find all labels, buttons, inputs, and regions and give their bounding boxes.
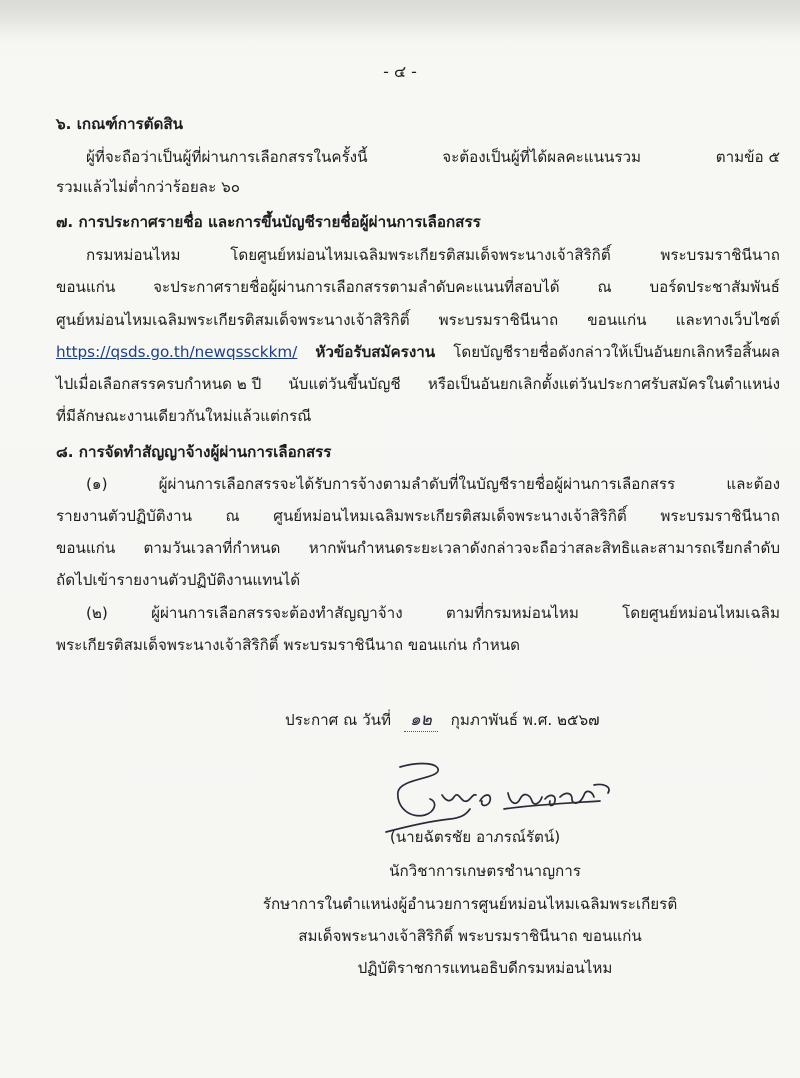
text-segment: ณ: [597, 278, 612, 296]
text-segment: ศูนย์หม่อนไหมเฉลิมพระเกียรติสมเด็จพระนางเจ้าสิริกิติ์: [273, 507, 627, 525]
text-segment: ขอนแก่น: [56, 278, 116, 296]
text-segment: ผู้ผ่านการเลือกสรรจะได้รับการจ้างตามลำดับที่ในบัญชีรายชื่อผู้ผ่านการเลือกสรร: [158, 475, 676, 493]
text-segment: ขอนแก่น: [587, 311, 647, 329]
signatory-acting-line-1: รักษาการในตำแหน่งผู้อำนวยการศูนย์หม่อนไหมเฉลิมพระเกียรติ: [262, 895, 678, 913]
text-segment: พระบรมราชินีนาถ: [660, 246, 780, 264]
section-8-item-2-line-2: พระเกียรติสมเด็จพระนางเจ้าสิริกิติ์ พระบรมราชินีนาถ ขอนแก่น กำหนด: [56, 636, 520, 654]
section-6-line-1: [86, 146, 780, 168]
text-segment: ตามที่กรมหม่อนไหม: [445, 604, 579, 622]
text-segment: จะประกาศรายชื่อผู้ผ่านการเลือกสรรตามลำดับคะแนนที่สอบได้: [153, 278, 560, 296]
signatory-position: นักวิชาการเกษตรชำนาญการ: [389, 862, 581, 880]
text-segment: ตามวันเวลาที่กำหนด: [143, 539, 281, 557]
text-segment: ณ: [225, 507, 240, 525]
section-8-item-1-line-3: [56, 537, 780, 559]
item-number: (๑): [86, 475, 108, 493]
section-6-line-2: รวมแล้วไม่ต่ำกว่าร้อยละ ๖๐: [56, 178, 240, 196]
section-7-heading: ๗. การประกาศรายชื่อ และการขึ้นบัญชีรายชื่อผู้ผ่านการเลือกสรร: [56, 213, 481, 231]
website-link[interactable]: https://qsds.go.th/newqssckkm/: [56, 343, 298, 361]
section-6-heading: ๖. เกณฑ์การตัดสิน: [56, 115, 184, 133]
text-segment: หากพ้นกำหนดระยะเวลาดังกล่าวจะถือว่าสละสิทธิและสามารถเรียกลำดับ: [308, 539, 780, 557]
text-segment: รายงานตัวปฏิบัติงาน: [56, 507, 192, 525]
section-8-heading: ๘. การจัดทำสัญญาจ้างผู้ผ่านการเลือกสรร: [56, 443, 332, 461]
text-segment: โดยบัญชีรายชื่อดังกล่าวให้เป็นอันยกเลิกหรือสิ้นผล: [453, 343, 780, 361]
section-7-line-6: ที่มีลักษณะงานเดียวกันใหม่แล้วแต่กรณี: [56, 407, 312, 425]
text-segment: กรมหม่อนไหม: [86, 246, 181, 264]
text-segment: นับแต่วันขึ้นบัญชี: [288, 375, 401, 393]
text-segment: ผู้ผ่านการเลือกสรรจะต้องทำสัญญาจ้าง: [151, 604, 403, 622]
signatory-acting-line-3: ปฏิบัติราชการแทนอธิบดีกรมหม่อนไหม: [357, 959, 613, 977]
section-7-line-4: [56, 341, 780, 363]
item-number: (๒): [86, 604, 108, 622]
text-segment: หรือเป็นอันยกเลิกตั้งแต่วันประกาศรับสมัครในตำแหน่ง: [427, 375, 780, 393]
handwritten-day: ๑๒: [404, 709, 438, 732]
text-segment: และต้อง: [726, 475, 780, 493]
section-8-item-2-line-1: [86, 602, 780, 624]
text-segment: โดยศูนย์หม่อนไหมเฉลิม: [622, 604, 780, 622]
announcement-month-year: กุมภาพันธ์ พ.ศ. ๒๕๖๗: [450, 711, 600, 729]
section-7-line-5: [56, 373, 780, 395]
text-segment: ผู้ที่จะถือว่าเป็นผู้ที่ผ่านการเลือกสรรในครั้งนี้: [86, 148, 368, 166]
text-segment: จะต้องเป็นผู้ที่ได้ผลคะแนนรวม: [442, 148, 642, 166]
text-segment: โดยศูนย์หม่อนไหมเฉลิมพระเกียรติสมเด็จพระนางเจ้าสิริกิติ์: [230, 246, 611, 264]
section-7-line-2: [56, 276, 780, 298]
text-segment: พระบรมราชินีนาถ: [438, 311, 559, 329]
section-8-item-1-line-1: [86, 473, 780, 495]
text-segment: ขอนแก่น: [56, 539, 116, 557]
text-segment: พระบรมราชินีนาถ: [660, 507, 780, 525]
text-segment: และทางเว็บไซต์: [675, 311, 780, 329]
text-segment: บอร์ดประชาสัมพันธ์: [649, 278, 780, 296]
job-application-topic-label: หัวข้อรับสมัครงาน: [315, 343, 436, 361]
announcement-prefix: ประกาศ ณ วันที่: [285, 711, 391, 729]
page-number: - ๔ -: [383, 62, 417, 81]
section-7-line-3: [56, 309, 780, 331]
text-segment: ตามข้อ ๕: [715, 148, 780, 166]
section-8-item-1-line-2: [56, 505, 780, 527]
announcement-date: [285, 709, 600, 732]
scan-fold-shadow: [0, 0, 800, 40]
section-7-line-1: [86, 244, 780, 266]
signatory-acting-line-2: สมเด็จพระนางเจ้าสิริกิติ์ พระบรมราชินีนาถ ขอนแก่น: [298, 927, 642, 945]
text-segment: ศูนย์หม่อนไหมเฉลิมพระเกียรติสมเด็จพระนางเจ้าสิริกิติ์: [56, 311, 410, 329]
section-8-item-1-line-4: ถัดไปเข้ารายงานตัวปฏิบัติงานแทนได้: [56, 571, 301, 589]
text-segment: ไปเมื่อเลือกสรรครบกำหนด ๒ ปี: [56, 375, 262, 393]
signatory-name: (นายฉัตรชัย อาภรณ์รัตน์): [389, 828, 561, 846]
